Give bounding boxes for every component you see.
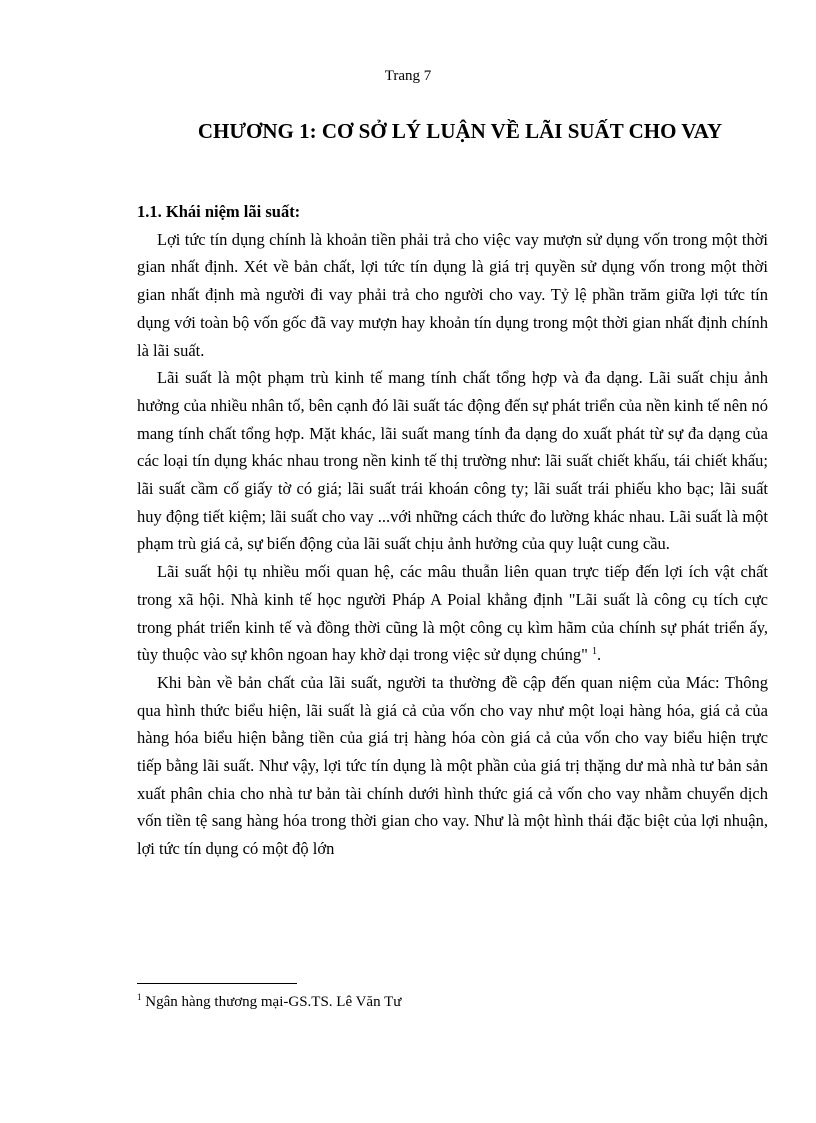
paragraph-1: Lợi tức tín dụng chính là khoản tiền phải trả cho việc vay mượn sử dụng vốn trong một thời gian nhất định. Xét về bản chất, lợi tức tín dụng là giá trị quyền sử dụng vốn trong một thời gian nhất định mà người đi vay phải trả cho người cho vay. Tỷ lệ phần trăm giữa lợi tức tín dụng với toàn bộ vốn gốc đã vay mượn hay khoản tín dụng trong một thời gian nhất định chính là lãi suất.: [137, 229, 768, 360]
section-heading: 1.1. Khái niệm lãi suất:: [137, 202, 301, 221]
body-content: [137, 198, 768, 863]
paragraph-4: Khi bàn về bản chất của lãi suất, người ta thường đề cập đến quan niệm của Mác: Thông qua hình thức biểu hiện, lãi suất là giá cả của vốn cho vay như một loại hàng hóa, giá cả của hàng hóa biểu hiện bằng tiền của giá trị hàng hóa còn giá cả của vốn cho vay biểu hiện trực tiếp bằng lãi suất. Như vậy, lợi tức tín dụng là một phần của giá trị thặng dư mà nhà tư bản sản xuất phân chia cho nhà tư bản tài chính dưới hình thức giá cả vốn cho vay nhằm chuyển dịch vốn tiền tệ sang hàng hóa trong thời gian cho vay. Như là một hình thái đặc biệt của lợi nhuận, lợi tức tín dụng có một độ lớn: [137, 672, 768, 859]
footnote-marker: 1: [137, 992, 142, 1002]
footnote-reference[interactable]: 1: [591, 646, 597, 658]
page-number-header: Trang 7: [384, 68, 432, 84]
chapter-title: CHƯƠNG 1: CƠ SỞ LÝ LUẬN VỀ LÃI SUẤT CHO VAY: [197, 119, 723, 143]
footnote-text: Ngân hàng thương mại-GS.TS. Lê Văn Tư: [141, 994, 402, 1010]
paragraph-3-text: Lãi suất hội tụ nhiều mối quan hệ, các mâu thuẫn liên quan trực tiếp đến lợi ích vật chất trong xã hội. Nhà kinh tế học người Pháp A Poial khẳng định "Lãi suất là công cụ tích cực trong phát triển kinh tế và đồng thời cũng là một công cụ kìm hãm của chính sự phát triển ấy, tùy thuộc vào sự khôn ngoan hay khờ dại trong việc sử dụng chúng": [137, 562, 768, 665]
footnote-divider: [137, 983, 297, 984]
paragraph-3-end: .: [596, 645, 602, 665]
footnote: [137, 992, 768, 1012]
paragraph-3: [137, 558, 768, 669]
paragraph-2: Lãi suất là một phạm trù kinh tế mang tính chất tổng hợp và đa dạng. Lãi suất chịu ảnh hưởng của nhiều nhân tố, bên cạnh đó lãi suất tác động đến sự phát triển của nền kinh tế nên nó mang tính chất tổng hợp. Mặt khác, lãi suất mang tính đa dạng do xuất phát từ sự đa dạng của các loại tín dụng khác nhau trong nền kinh tế thị trường như: lãi suất chiết khấu, tái chiết khấu; lãi suất cầm cố giấy tờ có giá; lãi suất trái khoán công ty; lãi suất trái phiếu kho bạc; lãi suất huy động tiết kiệm; lãi suất cho vay ...với những cách thức đo lường khác nhau. Lãi suất là một phạm trù giá cả, sự biến động của lãi suất chịu ảnh hưởng của quy luật cung cầu.: [137, 368, 768, 554]
